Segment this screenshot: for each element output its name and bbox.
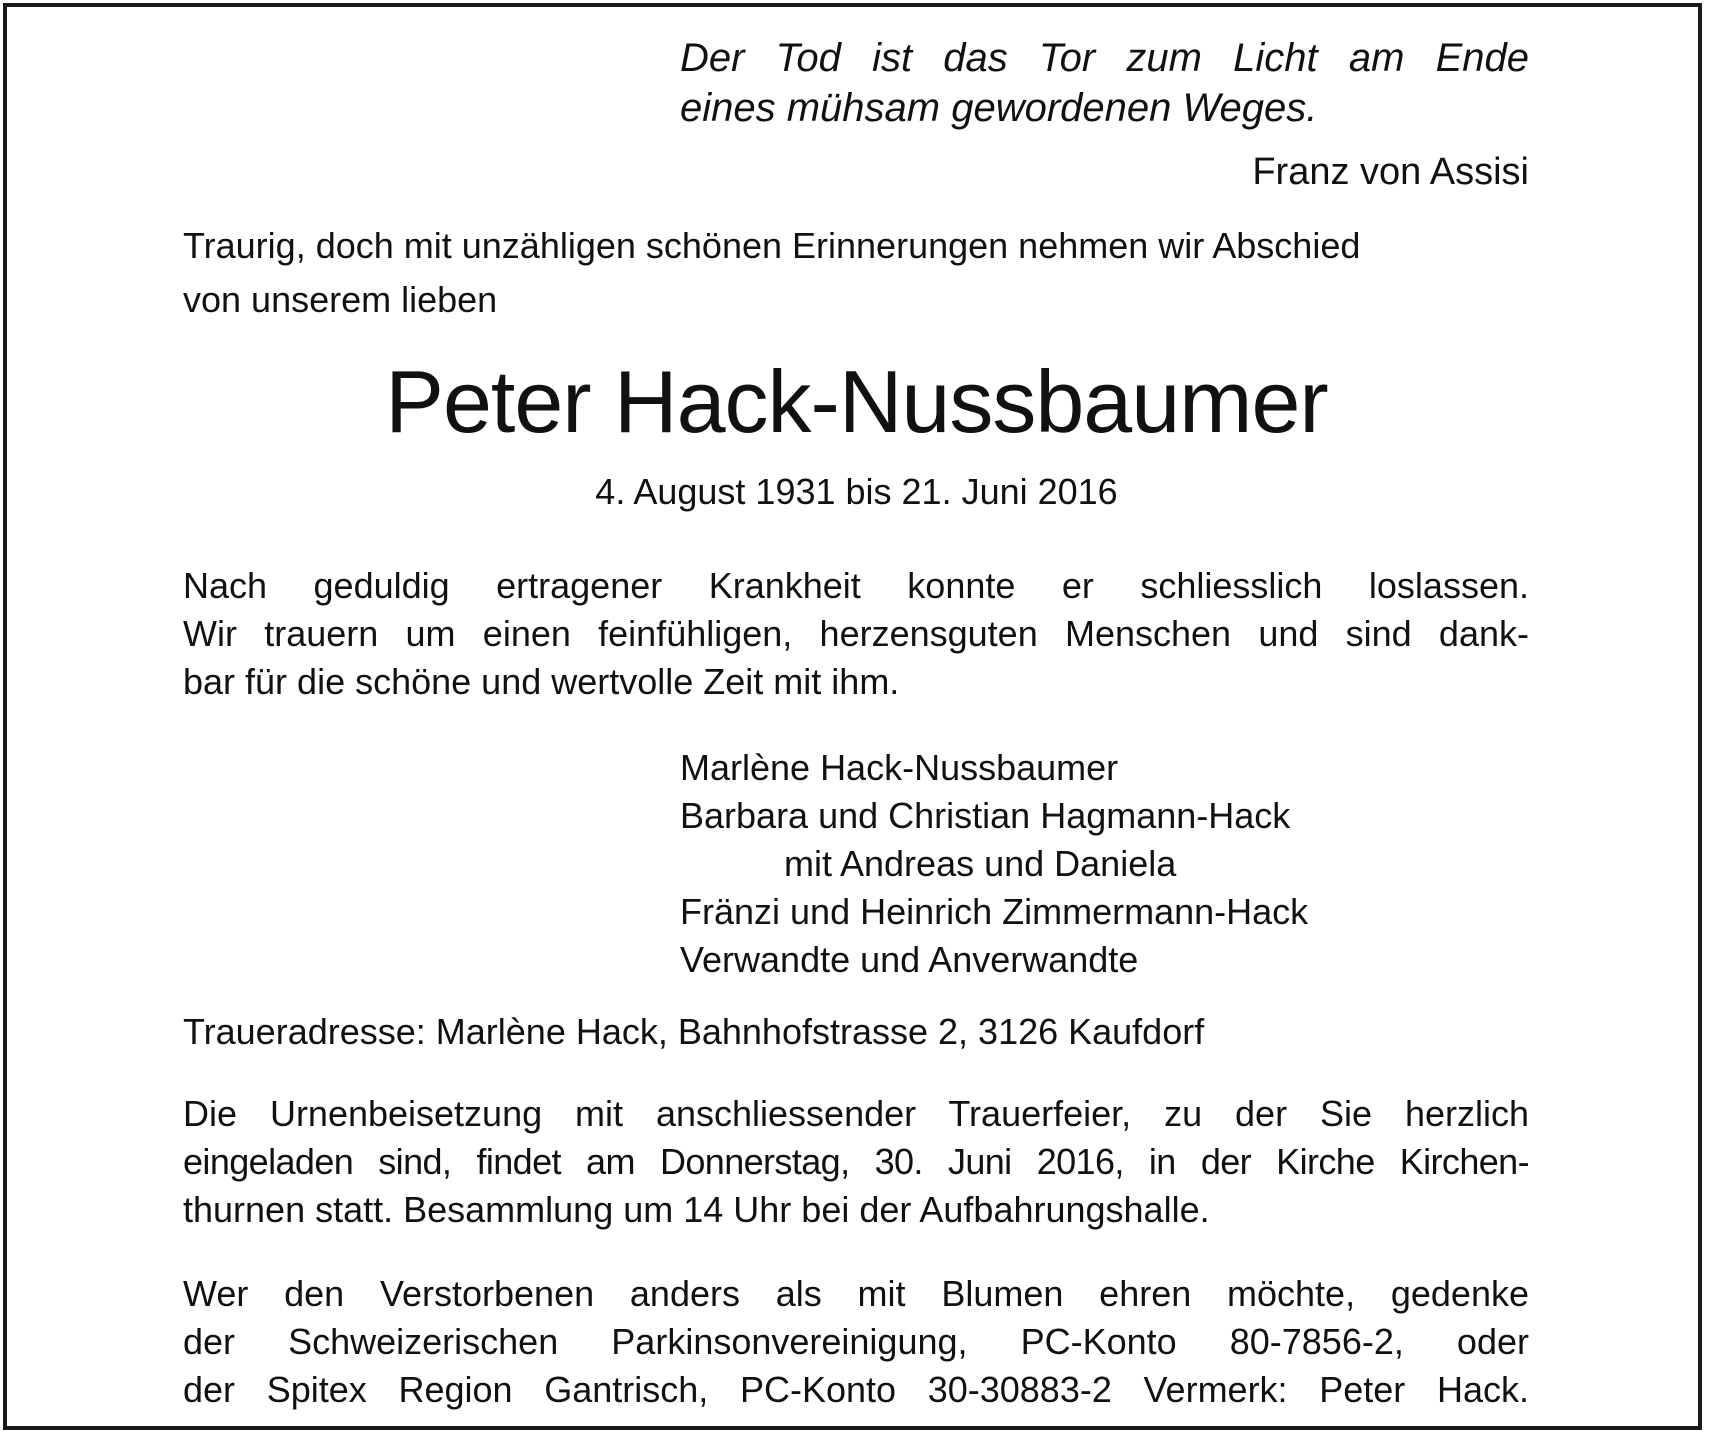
mourner-2: Barbara und Christian Hagmann-Hack bbox=[680, 795, 1291, 836]
mourning-address: Traueradresse: Marlène Hack, Bahnhofstrasse 2, 3126 Kaufdorf bbox=[183, 1011, 1205, 1052]
mourner-3: mit Andreas und Daniela bbox=[784, 843, 1177, 884]
intro-line-2: von unserem lieben bbox=[183, 279, 498, 320]
motto-line-2: eines mühsam gewordenen Weges. bbox=[680, 86, 1318, 130]
donation-line-1: Wer den Verstorbenen anders als mit Blumen ehren möchte, gedenke bbox=[183, 1273, 1529, 1314]
motto-author: Franz von Assisi bbox=[1252, 151, 1529, 193]
donation-line-3: der Spitex Region Gantrisch, PC-Konto 30-30883-2 Vermerk: Peter Hack. bbox=[183, 1369, 1529, 1410]
ceremony-line-2: eingeladen sind, findet am Donnerstag, 30. Juni 2016, in der Kirche Kirchen- bbox=[183, 1141, 1529, 1182]
donation-line-2: der Schweizerischen Parkinsonvereinigung, PC-Konto 80-7856-2, oder bbox=[183, 1321, 1529, 1362]
life-dates: 4. August 1931 bis 21. Juni 2016 bbox=[595, 471, 1118, 512]
mourner-4: Fränzi und Heinrich Zimmermann-Hack bbox=[680, 891, 1309, 932]
mourner-1: Marlène Hack-Nussbaumer bbox=[680, 747, 1119, 788]
ceremony-line-3: thurnen statt. Besammlung um 14 Uhr bei der Aufbahrungshalle. bbox=[183, 1189, 1210, 1230]
motto-line-1: Der Tod ist das Tor zum Licht am Ende bbox=[680, 36, 1529, 80]
message-line-2: Wir trauern um einen feinfühligen, herzensguten Menschen und sind dank- bbox=[183, 613, 1529, 654]
message-line-1: Nach geduldig ertragener Krankheit konnte er schliesslich loslassen. bbox=[183, 565, 1529, 606]
deceased-name: Peter Hack-Nussbaumer bbox=[385, 352, 1328, 451]
message-line-3: bar für die schöne und wertvolle Zeit mit ihm. bbox=[183, 661, 900, 702]
ceremony-line-1: Die Urnenbeisetzung mit anschliessender Trauerfeier, zu der Sie herzlich bbox=[183, 1093, 1529, 1134]
intro-line-1: Traurig, doch mit unzähligen schönen Erinnerungen nehmen wir Abschied bbox=[183, 225, 1361, 266]
mourner-5: Verwandte und Anverwandte bbox=[680, 939, 1139, 980]
